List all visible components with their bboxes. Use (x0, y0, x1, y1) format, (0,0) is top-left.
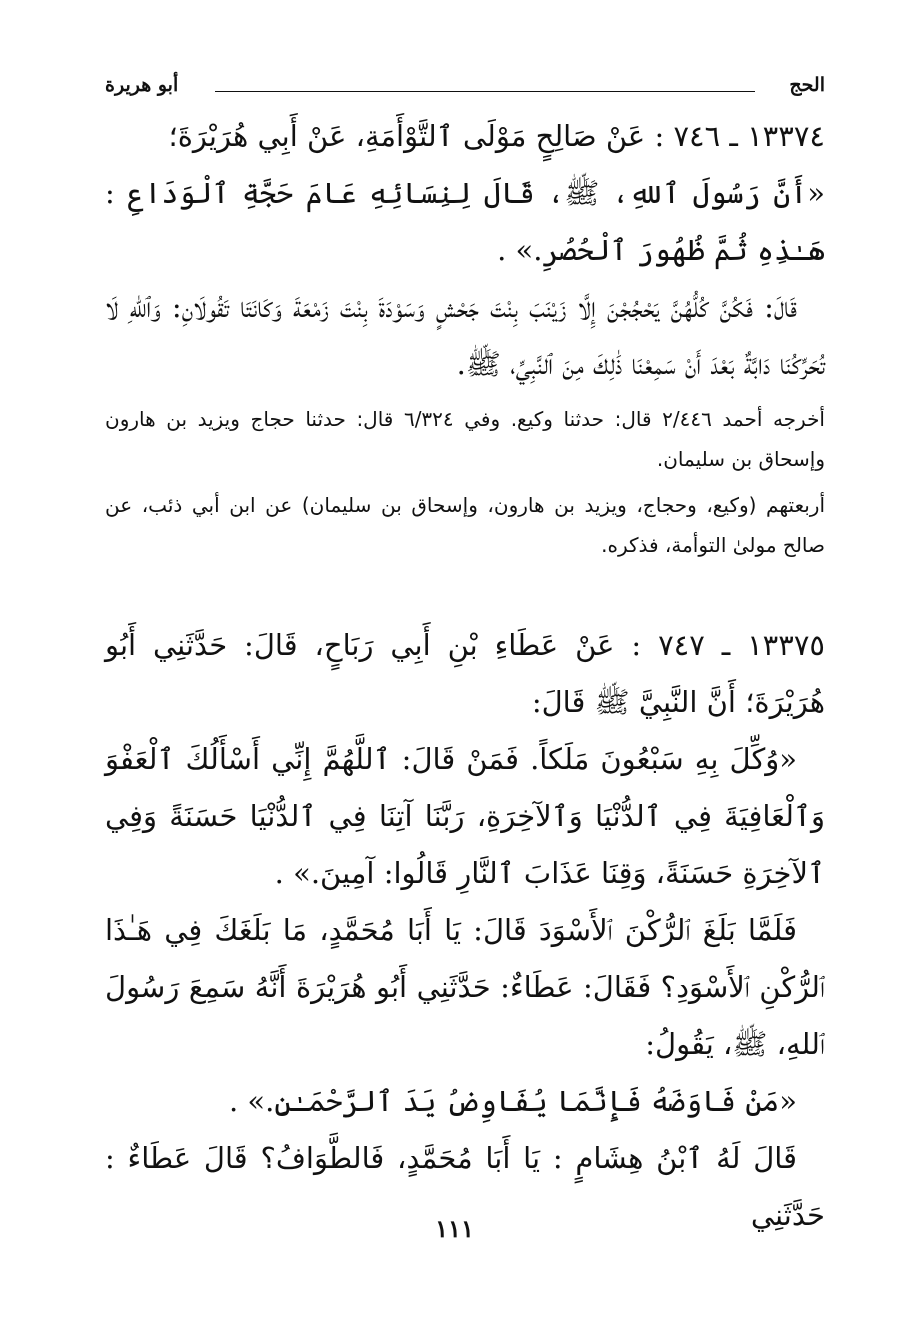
hadith-747-isnad: ١٣٣٧٥ ـ ٧٤٧ : عَنْ عَطَاءِ بْنِ أَبِي رَبَاحٍ، قَالَ: حَدَّثَنِي أَبُو هُرَيْرَةَ؛ أَنَّ النَّبِيَّ ﷺ قَالَ: (105, 628, 825, 719)
hadith-747-quote: «مَنْ فَاوَضَهُ فَإِنَّمَا يُفَاوِضُ يَدَ ٱلرَّحْمَـٰنِ.» . (228, 1084, 797, 1118)
hadith-746-takhrij: أخرجه أحمد ٢/٤٤٦ قال: حدثنا وكيع. وفي ٦/٣٢٤ قال: حدثنا حجاج ويزيد بن هارون وإسحاق بن سليمان. (105, 407, 825, 471)
narrator-title: أبو هريرة (105, 74, 179, 96)
hadith-746-matn: «أَنَّ رَسُولَ ٱللهِ، ﷺ، قَالَ لِنِسَائِهِ عَامَ حَجَّةِ ٱلْوَدَاعِ : هَـٰذِهِ ثُمَّ ظُهُورَ ٱلْحُصُرِ.» . (105, 176, 825, 267)
hadith-747-matn: «وُكِّلَ بِهِ سَبْعُونَ مَلَكاً. فَمَنْ قَالَ: ٱللَّهُمَّ إِنِّي أَسْأَلُكَ ٱلْعَفْوَ وَٱلْعَافِيَةَ فِي ٱلدُّنْيَا وَٱلآخِرَةِ، رَبَّنَا آتِنَا فِي ٱلدُّنْيَا حَسَنَةً وَفِي ٱلآخِرَةِ حَسَنَةً، وَقِنَا عَذَابَ ٱلنَّارِ قَالُوا: آمِينَ.» . (105, 742, 825, 890)
chapter-title: الحج (789, 74, 825, 96)
page-number: ١١١ (435, 1214, 474, 1243)
hadith-746-comment: قَالَ: فَكُنَّ كُلُّهُنَّ يَحْجُجْنَ إِلَّا زَيْنَبَ بِنْتَ جَحْشٍ وَسَوْدَةَ بِنْتَ زَمْعَةَ وَكَانَتَا تَقُولَانِ: وَٱللهِ لَا تُحَرِّكُنَا دَابَّةٌ بَعْدَ أَنْ سَمِعْنَا ذَٰلِكَ مِنَ ٱلنَّبِيِّ، ﷺ. (105, 290, 825, 381)
hadith-747-dialogue-2: قَالَ لَهُ ٱبْنُ هِشَامٍ : يَا أَبَا مُحَمَّدٍ، فَالطَّوَافُ؟ قَالَ عَطَاءٌ : حَدَّثَنِي (105, 1141, 825, 1232)
hadith-746-takhrij-chain: أربعتهم (وكيع، وحجاج، ويزيد بن هارون، وإسحاق بن سليمان) عن ابن أبي ذئب، عن صالح مولىٰ التوأمة، فذكره. (105, 493, 825, 557)
running-header (105, 70, 825, 104)
hadith-746-isnad: ١٣٣٧٤ ـ ٧٤٦ : عَنْ صَالِحٍ مَوْلَى ٱلتَّوْأَمَةِ، عَنْ أَبِي هُرَيْرَةَ؛ (168, 119, 825, 153)
hadith-747-dialogue-1: فَلَمَّا بَلَغَ ٱلرُّكْنَ ٱلأَسْوَدَ قَالَ: يَا أَبَا مُحَمَّدٍ، مَا بَلَغَكَ فِي هَـٰذَا ٱلرُّكْنِ ٱلأَسْوَدِ؟ فَقَالَ: عَطَاءٌ: حَدَّثَنِي أَبُو هُرَيْرَةَ أَنَّهُ سَمِعَ رَسُولَ ٱللهِ، ﷺ، يَقُولُ: (105, 913, 825, 1061)
section-gap (105, 565, 825, 617)
page-body (105, 108, 825, 1244)
header-rule (215, 91, 755, 92)
